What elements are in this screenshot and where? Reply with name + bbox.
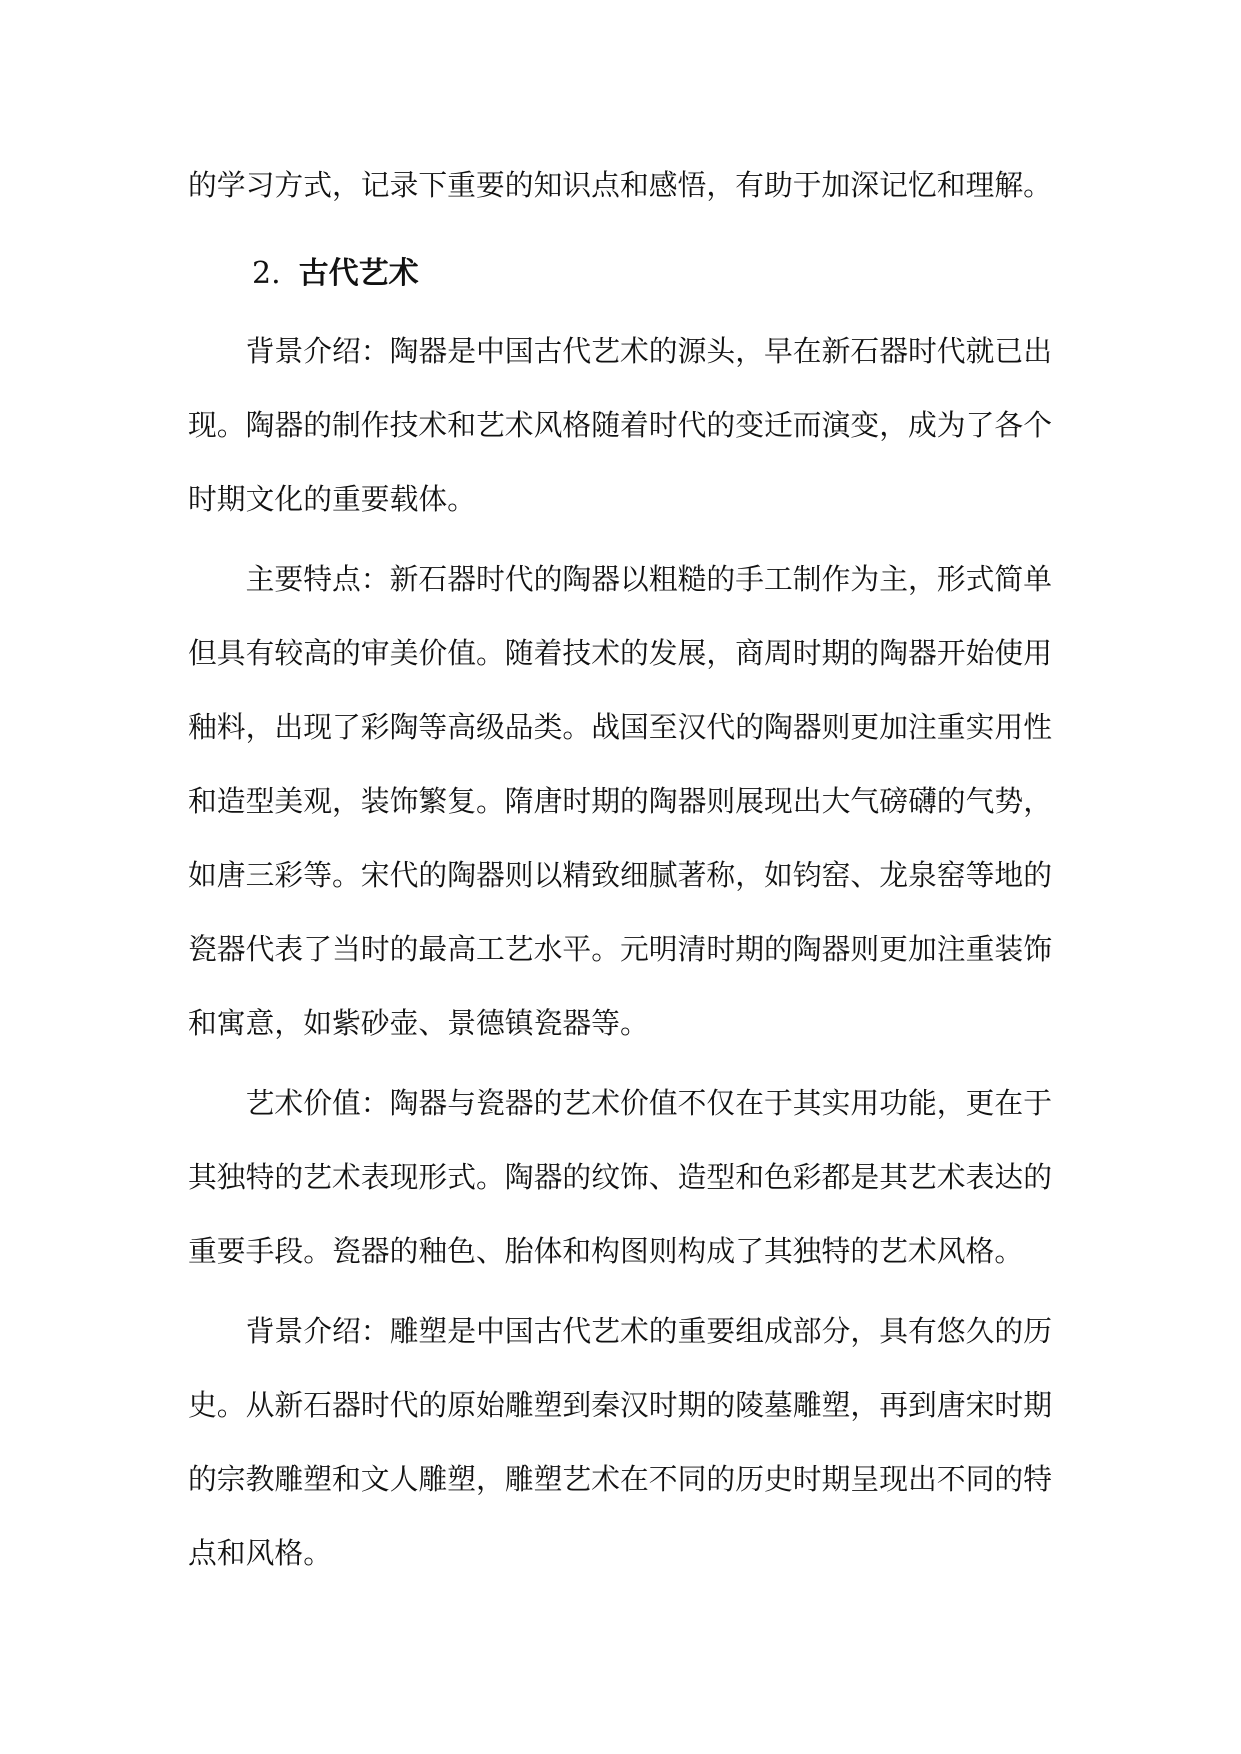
section-number: 2. [252, 256, 281, 291]
section-title: 古代艺术 [298, 256, 419, 291]
section-heading [188, 234, 1052, 314]
spacer [188, 222, 1052, 234]
paragraph-pottery-value: 艺术价值：陶器与瓷器的艺术价值不仅在于其实用功能，更在于其独特的艺术表现形式。陶器的纹饰、造型和色彩都是其艺术表达的重要手段。瓷器的釉色、胎体和构图则构成了其独特的艺术风格。 [188, 1086, 1052, 1268]
paragraph-pottery-features: 主要特点：新石器时代的陶器以粗糙的手工制作为主，形式简单但具有较高的审美价值。随着技术的发展，商周时期的陶器开始使用釉料，出现了彩陶等高级品类。战国至汉代的陶器则更加注重实用性和造型美观，装饰繁复。隋唐时期的陶器则展现出大气磅礴的气势，如唐三彩等。宋代的陶器则以精致细腻著称，如钧窑、龙泉窑等地的瓷器代表了当时的最高工艺水平。元明清时期的陶器则更加注重装饰和寓意，如紫砂壶、景德镇瓷器等。 [188, 562, 1052, 1040]
document-page [188, 148, 1052, 1590]
paragraph-pottery-background: 背景介绍：陶器是中国古代艺术的源头，早在新石器时代就已出现。陶器的制作技术和艺术风格随着时代的变迁而演变，成为了各个时期文化的重要载体。 [188, 334, 1052, 516]
continuation-paragraph: 的学习方式，记录下重要的知识点和感悟，有助于加深记忆和理解。 [188, 168, 1052, 202]
paragraph-sculpture-background: 背景介绍：雕塑是中国古代艺术的重要组成部分，具有悠久的历史。从新石器时代的原始雕塑到秦汉时期的陵墓雕塑，再到唐宋时期的宗教雕塑和文人雕塑，雕塑艺术在不同的历史时期呈现出不同的特点和风格。 [188, 1314, 1052, 1570]
